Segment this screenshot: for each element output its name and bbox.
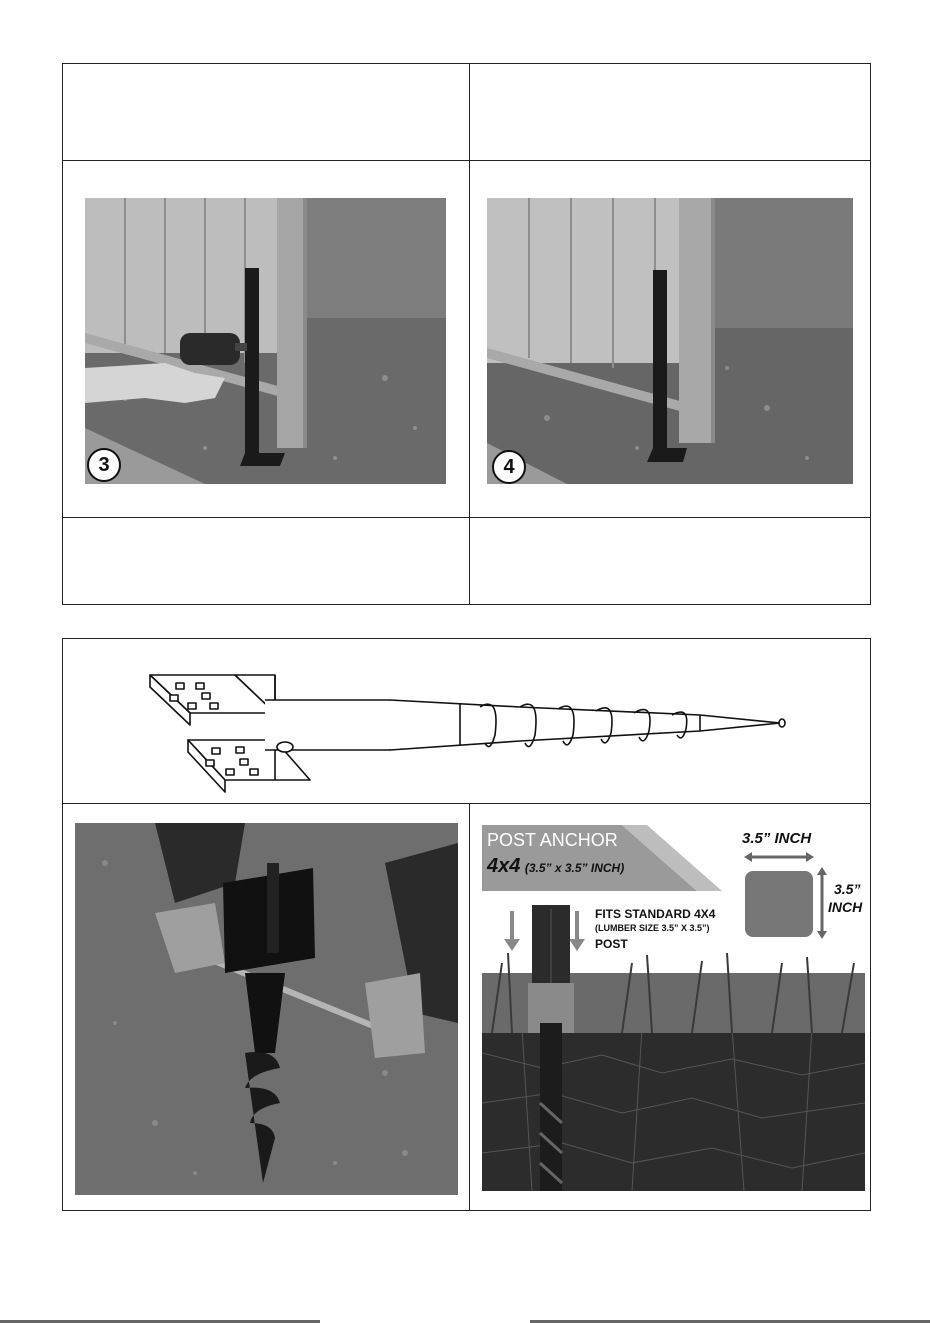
anchor-line-drawing: [140, 655, 800, 795]
height-label-value: 3.5”: [834, 881, 861, 897]
steps-table-row-line-2: [62, 517, 871, 518]
product-table-row-line: [62, 803, 871, 804]
step-3-photo: [85, 198, 446, 484]
post-anchor-title: POST ANCHOR: [487, 830, 618, 850]
height-label-unit: INCH: [828, 899, 863, 915]
steps-table-row-line-1: [62, 160, 871, 161]
product-table-divider: [469, 803, 470, 1211]
post-anchor-size-detail: (3.5” x 3.5” INCH): [524, 861, 625, 875]
post-anchor-diagram: [482, 823, 865, 1191]
step-3-badge: 3: [87, 448, 121, 482]
post-anchor-size-main: 4x4: [487, 855, 521, 877]
post-anchor-size: [487, 855, 624, 878]
step-4-photo: [487, 198, 853, 484]
fits-line-1: FITS STANDARD 4X4: [595, 907, 716, 921]
steps-table-divider: [469, 63, 470, 605]
fits-line-2: (LUMBER SIZE 3.5” X 3.5”): [595, 923, 710, 933]
width-label: 3.5” INCH: [742, 830, 812, 847]
fits-line-3: POST: [595, 937, 628, 951]
step-4-badge: 4: [492, 450, 526, 484]
installation-photo: [75, 823, 458, 1195]
